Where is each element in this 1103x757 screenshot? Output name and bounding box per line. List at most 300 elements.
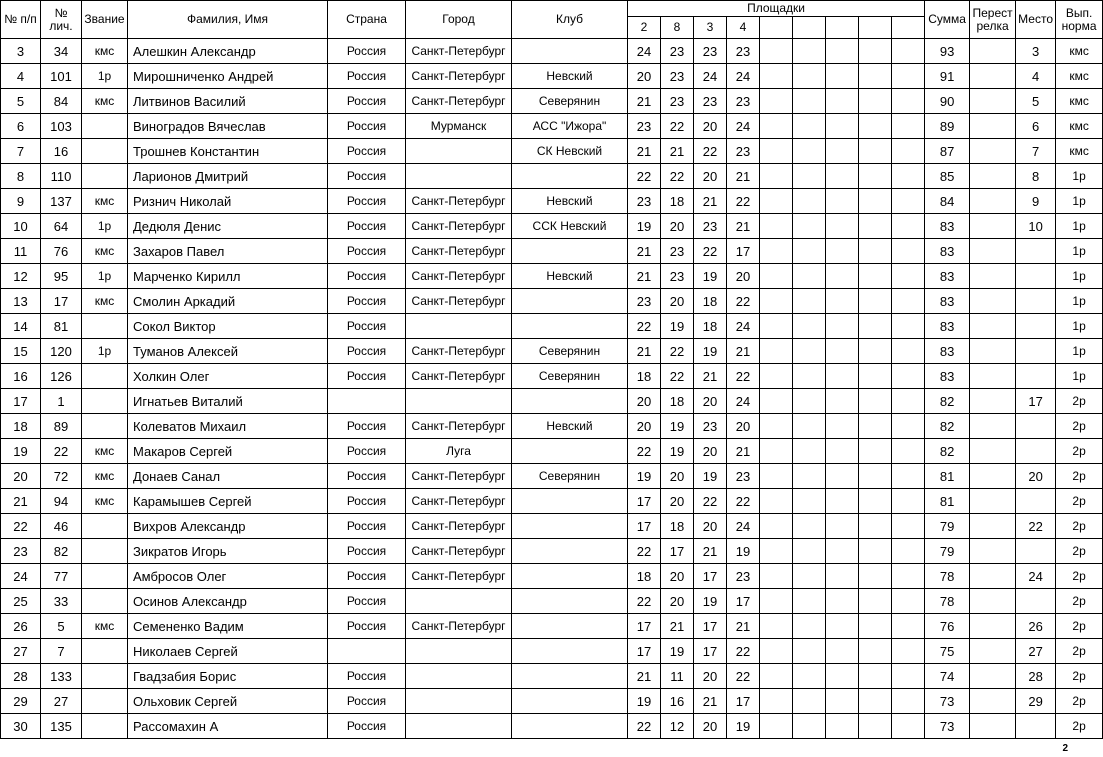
cell-norm: 2р bbox=[1056, 689, 1103, 714]
table-row bbox=[1, 589, 1103, 614]
cell-name: Трошнев Константин bbox=[128, 139, 328, 164]
cell-site-score bbox=[826, 589, 859, 614]
cell-site-score bbox=[892, 439, 925, 464]
cell-site-score bbox=[859, 314, 892, 339]
cell-site-score bbox=[859, 289, 892, 314]
cell-sum: 74 bbox=[925, 664, 970, 689]
cell-site-score bbox=[760, 589, 793, 614]
col-header-rank: Звание bbox=[82, 1, 128, 39]
cell-site-score: 23 bbox=[628, 189, 661, 214]
cell-country: Россия bbox=[328, 514, 406, 539]
cell-country: Россия bbox=[328, 689, 406, 714]
cell-place: 10 bbox=[1016, 214, 1056, 239]
table-row bbox=[1, 439, 1103, 464]
cell-site-score: 22 bbox=[727, 289, 760, 314]
cell-site-score bbox=[793, 239, 826, 264]
cell-site-score: 17 bbox=[661, 539, 694, 564]
table-row bbox=[1, 539, 1103, 564]
site-number bbox=[892, 17, 925, 39]
cell-site-score bbox=[793, 714, 826, 739]
cell-site-score bbox=[859, 439, 892, 464]
cell-np: 13 bbox=[1, 289, 41, 314]
cell-sum: 81 bbox=[925, 489, 970, 514]
cell-site-score: 18 bbox=[694, 289, 727, 314]
cell-place bbox=[1016, 239, 1056, 264]
cell-site-score bbox=[826, 339, 859, 364]
col-header-reshoot: Перест релка bbox=[970, 1, 1016, 39]
cell-site-score bbox=[793, 164, 826, 189]
cell-place: 17 bbox=[1016, 389, 1056, 414]
cell-site-score: 19 bbox=[628, 214, 661, 239]
cell-norm: кмс bbox=[1056, 114, 1103, 139]
table-row bbox=[1, 164, 1103, 189]
cell-city: Санкт-Петербург bbox=[406, 214, 512, 239]
table-row bbox=[1, 614, 1103, 639]
cell-site-score: 21 bbox=[661, 139, 694, 164]
cell-sum: 81 bbox=[925, 464, 970, 489]
cell-city: Санкт-Петербург bbox=[406, 289, 512, 314]
cell-rank bbox=[82, 664, 128, 689]
cell-sum: 87 bbox=[925, 139, 970, 164]
cell-site-score bbox=[793, 564, 826, 589]
cell-site-score bbox=[760, 564, 793, 589]
col-header-norm: Вып. норма bbox=[1056, 1, 1103, 39]
cell-reshoot bbox=[970, 339, 1016, 364]
cell-place bbox=[1016, 289, 1056, 314]
cell-norm: 2р bbox=[1056, 464, 1103, 489]
cell-site-score: 21 bbox=[727, 439, 760, 464]
cell-site-score bbox=[826, 439, 859, 464]
cell-np: 23 bbox=[1, 539, 41, 564]
cell-site-score bbox=[892, 614, 925, 639]
cell-site-score bbox=[793, 489, 826, 514]
cell-np: 25 bbox=[1, 589, 41, 614]
cell-sum: 76 bbox=[925, 614, 970, 639]
cell-site-score: 23 bbox=[661, 264, 694, 289]
cell-site-score bbox=[826, 514, 859, 539]
cell-site-score: 22 bbox=[727, 364, 760, 389]
cell-site-score: 20 bbox=[694, 664, 727, 689]
cell-reshoot bbox=[970, 564, 1016, 589]
cell-np: 24 bbox=[1, 564, 41, 589]
cell-site-score: 21 bbox=[628, 664, 661, 689]
cell-club bbox=[512, 439, 628, 464]
cell-site-score: 17 bbox=[628, 489, 661, 514]
cell-site-score: 21 bbox=[628, 239, 661, 264]
table-row bbox=[1, 489, 1103, 514]
cell-norm: 1р bbox=[1056, 264, 1103, 289]
cell-np: 21 bbox=[1, 489, 41, 514]
cell-rank: кмс bbox=[82, 239, 128, 264]
cell-country: Россия bbox=[328, 339, 406, 364]
cell-club bbox=[512, 589, 628, 614]
cell-city: Санкт-Петербург bbox=[406, 464, 512, 489]
cell-place: 5 bbox=[1016, 89, 1056, 114]
cell-site-score bbox=[826, 189, 859, 214]
cell-np: 28 bbox=[1, 664, 41, 689]
cell-nl: 94 bbox=[41, 489, 82, 514]
cell-site-score: 18 bbox=[694, 314, 727, 339]
cell-norm: 2р bbox=[1056, 664, 1103, 689]
cell-site-score: 23 bbox=[727, 139, 760, 164]
cell-np: 10 bbox=[1, 214, 41, 239]
col-header-sum: Сумма bbox=[925, 1, 970, 39]
cell-reshoot bbox=[970, 464, 1016, 489]
cell-np: 12 bbox=[1, 264, 41, 289]
cell-site-score bbox=[793, 464, 826, 489]
cell-site-score: 23 bbox=[661, 39, 694, 64]
cell-np: 8 bbox=[1, 164, 41, 189]
cell-site-score bbox=[826, 289, 859, 314]
cell-sum: 79 bbox=[925, 539, 970, 564]
cell-site-score bbox=[892, 239, 925, 264]
cell-site-score bbox=[859, 589, 892, 614]
cell-site-score bbox=[793, 589, 826, 614]
cell-club bbox=[512, 164, 628, 189]
cell-city bbox=[406, 714, 512, 739]
cell-site-score: 20 bbox=[661, 589, 694, 614]
cell-site-score bbox=[892, 489, 925, 514]
cell-city: Санкт-Петербург bbox=[406, 39, 512, 64]
cell-np: 18 bbox=[1, 414, 41, 439]
cell-site-score: 23 bbox=[661, 239, 694, 264]
cell-site-score: 23 bbox=[727, 564, 760, 589]
cell-np: 29 bbox=[1, 689, 41, 714]
cell-nl: 22 bbox=[41, 439, 82, 464]
cell-club: Невский bbox=[512, 414, 628, 439]
cell-name: Макаров Сергей bbox=[128, 439, 328, 464]
cell-site-score: 21 bbox=[727, 214, 760, 239]
cell-site-score bbox=[892, 389, 925, 414]
col-header-club: Клуб bbox=[512, 1, 628, 39]
cell-site-score: 19 bbox=[694, 264, 727, 289]
cell-site-score bbox=[793, 264, 826, 289]
cell-site-score bbox=[793, 689, 826, 714]
site-number: 4 bbox=[727, 17, 760, 39]
cell-sum: 73 bbox=[925, 689, 970, 714]
cell-place: 6 bbox=[1016, 114, 1056, 139]
cell-site-score bbox=[892, 89, 925, 114]
cell-np: 26 bbox=[1, 614, 41, 639]
cell-club bbox=[512, 239, 628, 264]
cell-site-score: 20 bbox=[628, 389, 661, 414]
cell-city bbox=[406, 689, 512, 714]
cell-club bbox=[512, 489, 628, 514]
cell-sum: 82 bbox=[925, 414, 970, 439]
cell-club bbox=[512, 614, 628, 639]
cell-norm: 2р bbox=[1056, 614, 1103, 639]
cell-site-score bbox=[859, 564, 892, 589]
cell-site-score: 24 bbox=[628, 39, 661, 64]
cell-site-score bbox=[826, 664, 859, 689]
cell-site-score: 20 bbox=[694, 389, 727, 414]
cell-rank bbox=[82, 139, 128, 164]
cell-norm: кмс bbox=[1056, 39, 1103, 64]
table-row bbox=[1, 389, 1103, 414]
cell-site-score bbox=[760, 689, 793, 714]
table-row bbox=[1, 139, 1103, 164]
cell-nl: 1 bbox=[41, 389, 82, 414]
cell-nl: 135 bbox=[41, 714, 82, 739]
cell-sum: 83 bbox=[925, 239, 970, 264]
cell-sum: 83 bbox=[925, 214, 970, 239]
cell-site-score: 23 bbox=[661, 64, 694, 89]
cell-name: Виноградов Вячеслав bbox=[128, 114, 328, 139]
cell-site-score: 18 bbox=[628, 364, 661, 389]
cell-site-score: 19 bbox=[628, 689, 661, 714]
cell-site-score: 17 bbox=[694, 639, 727, 664]
cell-sum: 75 bbox=[925, 639, 970, 664]
cell-reshoot bbox=[970, 114, 1016, 139]
cell-sum: 82 bbox=[925, 439, 970, 464]
cell-place bbox=[1016, 264, 1056, 289]
cell-place bbox=[1016, 364, 1056, 389]
cell-site-score bbox=[760, 139, 793, 164]
cell-site-score bbox=[859, 514, 892, 539]
cell-city: Санкт-Петербург bbox=[406, 364, 512, 389]
cell-site-score bbox=[760, 264, 793, 289]
cell-nl: 16 bbox=[41, 139, 82, 164]
cell-site-score: 17 bbox=[694, 614, 727, 639]
cell-site-score bbox=[892, 689, 925, 714]
cell-reshoot bbox=[970, 664, 1016, 689]
cell-nl: 103 bbox=[41, 114, 82, 139]
cell-np: 19 bbox=[1, 439, 41, 464]
cell-club bbox=[512, 664, 628, 689]
col-header-name: Фамилия, Имя bbox=[128, 1, 328, 39]
cell-reshoot bbox=[970, 239, 1016, 264]
cell-city: Санкт-Петербург bbox=[406, 564, 512, 589]
cell-site-score bbox=[793, 514, 826, 539]
cell-country: Россия bbox=[328, 539, 406, 564]
cell-site-score: 17 bbox=[628, 639, 661, 664]
cell-site-score bbox=[826, 539, 859, 564]
cell-site-score bbox=[826, 614, 859, 639]
cell-norm: 1р bbox=[1056, 214, 1103, 239]
cell-site-score bbox=[826, 639, 859, 664]
cell-site-score bbox=[760, 464, 793, 489]
cell-country: Россия bbox=[328, 239, 406, 264]
cell-sum: 83 bbox=[925, 339, 970, 364]
cell-site-score bbox=[760, 439, 793, 464]
cell-site-score bbox=[793, 614, 826, 639]
cell-site-score: 21 bbox=[694, 689, 727, 714]
site-number bbox=[859, 17, 892, 39]
cell-site-score bbox=[859, 639, 892, 664]
cell-place: 27 bbox=[1016, 639, 1056, 664]
cell-place bbox=[1016, 439, 1056, 464]
cell-site-score: 20 bbox=[694, 439, 727, 464]
cell-city: Санкт-Петербург bbox=[406, 64, 512, 89]
cell-site-score bbox=[760, 164, 793, 189]
cell-site-score: 22 bbox=[628, 539, 661, 564]
cell-rank bbox=[82, 114, 128, 139]
cell-site-score: 23 bbox=[694, 214, 727, 239]
cell-norm: 1р bbox=[1056, 164, 1103, 189]
cell-site-score: 23 bbox=[694, 39, 727, 64]
cell-site-score: 22 bbox=[727, 189, 760, 214]
cell-site-score bbox=[892, 464, 925, 489]
cell-np: 9 bbox=[1, 189, 41, 214]
cell-site-score: 21 bbox=[628, 264, 661, 289]
cell-reshoot bbox=[970, 589, 1016, 614]
cell-site-score bbox=[793, 364, 826, 389]
cell-site-score: 24 bbox=[694, 64, 727, 89]
cell-site-score bbox=[760, 489, 793, 514]
cell-reshoot bbox=[970, 439, 1016, 464]
cell-site-score: 23 bbox=[727, 39, 760, 64]
cell-site-score bbox=[859, 464, 892, 489]
cell-site-score bbox=[793, 314, 826, 339]
cell-name: Дедюля Денис bbox=[128, 214, 328, 239]
cell-club: Северянин bbox=[512, 339, 628, 364]
cell-norm: кмс bbox=[1056, 139, 1103, 164]
cell-place: 8 bbox=[1016, 164, 1056, 189]
cell-site-score bbox=[892, 289, 925, 314]
cell-nl: 72 bbox=[41, 464, 82, 489]
cell-club: Северянин bbox=[512, 364, 628, 389]
cell-country: Россия bbox=[328, 714, 406, 739]
table-row bbox=[1, 89, 1103, 114]
cell-rank: кмс bbox=[82, 489, 128, 514]
cell-site-score bbox=[892, 314, 925, 339]
table-row bbox=[1, 289, 1103, 314]
cell-site-score: 20 bbox=[727, 264, 760, 289]
cell-site-score bbox=[826, 489, 859, 514]
cell-city bbox=[406, 639, 512, 664]
cell-site-score bbox=[892, 539, 925, 564]
cell-site-score: 22 bbox=[694, 239, 727, 264]
site-number bbox=[793, 17, 826, 39]
cell-np: 7 bbox=[1, 139, 41, 164]
cell-norm: 2р bbox=[1056, 714, 1103, 739]
cell-norm: 2р bbox=[1056, 539, 1103, 564]
cell-site-score bbox=[760, 39, 793, 64]
cell-norm: 1р bbox=[1056, 364, 1103, 389]
cell-site-score: 17 bbox=[727, 589, 760, 614]
cell-place bbox=[1016, 339, 1056, 364]
cell-np: 5 bbox=[1, 89, 41, 114]
cell-site-score: 20 bbox=[694, 164, 727, 189]
cell-site-score: 18 bbox=[661, 189, 694, 214]
cell-norm: 2р bbox=[1056, 439, 1103, 464]
cell-norm: 2р bbox=[1056, 564, 1103, 589]
cell-site-score: 22 bbox=[661, 114, 694, 139]
cell-sum: 83 bbox=[925, 264, 970, 289]
cell-reshoot bbox=[970, 189, 1016, 214]
cell-site-score: 19 bbox=[661, 639, 694, 664]
cell-club: Невский bbox=[512, 64, 628, 89]
cell-rank bbox=[82, 539, 128, 564]
cell-rank: 1р bbox=[82, 214, 128, 239]
cell-reshoot bbox=[970, 164, 1016, 189]
cell-club bbox=[512, 289, 628, 314]
cell-site-score bbox=[760, 414, 793, 439]
cell-country: Россия bbox=[328, 439, 406, 464]
cell-place: 24 bbox=[1016, 564, 1056, 589]
page-number: 2 bbox=[1062, 743, 1068, 754]
cell-np: 6 bbox=[1, 114, 41, 139]
cell-site-score bbox=[760, 189, 793, 214]
cell-site-score: 11 bbox=[661, 664, 694, 689]
cell-nl: 64 bbox=[41, 214, 82, 239]
cell-rank: кмс bbox=[82, 464, 128, 489]
cell-name: Туманов Алексей bbox=[128, 339, 328, 364]
cell-site-score bbox=[760, 614, 793, 639]
cell-sum: 83 bbox=[925, 364, 970, 389]
cell-sum: 91 bbox=[925, 64, 970, 89]
site-number: 2 bbox=[628, 17, 661, 39]
cell-rank bbox=[82, 389, 128, 414]
cell-site-score: 20 bbox=[661, 489, 694, 514]
cell-country: Россия bbox=[328, 89, 406, 114]
cell-place bbox=[1016, 489, 1056, 514]
cell-site-score bbox=[892, 589, 925, 614]
cell-site-score bbox=[793, 664, 826, 689]
cell-rank: кмс bbox=[82, 289, 128, 314]
cell-sum: 90 bbox=[925, 89, 970, 114]
cell-site-score bbox=[859, 139, 892, 164]
cell-site-score: 21 bbox=[694, 539, 727, 564]
cell-city bbox=[406, 664, 512, 689]
cell-site-score bbox=[826, 239, 859, 264]
table-row bbox=[1, 514, 1103, 539]
cell-name: Рассомахин А bbox=[128, 714, 328, 739]
cell-nl: 89 bbox=[41, 414, 82, 439]
cell-sum: 85 bbox=[925, 164, 970, 189]
cell-site-score bbox=[760, 64, 793, 89]
cell-site-score: 20 bbox=[661, 289, 694, 314]
cell-country: Россия bbox=[328, 64, 406, 89]
cell-site-score bbox=[793, 64, 826, 89]
cell-country: Россия bbox=[328, 414, 406, 439]
cell-country: Россия bbox=[328, 364, 406, 389]
cell-city: Санкт-Петербург bbox=[406, 514, 512, 539]
cell-site-score: 23 bbox=[661, 89, 694, 114]
cell-np: 11 bbox=[1, 239, 41, 264]
cell-name: Карамышев Сергей bbox=[128, 489, 328, 514]
cell-site-score: 20 bbox=[694, 514, 727, 539]
cell-site-score: 20 bbox=[661, 464, 694, 489]
cell-nl: 126 bbox=[41, 364, 82, 389]
cell-site-score bbox=[793, 389, 826, 414]
cell-site-score bbox=[760, 664, 793, 689]
cell-sum: 73 bbox=[925, 714, 970, 739]
table-row bbox=[1, 114, 1103, 139]
cell-site-score bbox=[892, 39, 925, 64]
cell-site-score: 18 bbox=[661, 514, 694, 539]
cell-site-score bbox=[826, 264, 859, 289]
col-header-nl: № лич. bbox=[41, 1, 82, 39]
cell-club bbox=[512, 39, 628, 64]
cell-nl: 33 bbox=[41, 589, 82, 614]
cell-nl: 101 bbox=[41, 64, 82, 89]
cell-site-score bbox=[760, 114, 793, 139]
site-number: 3 bbox=[694, 17, 727, 39]
cell-rank bbox=[82, 714, 128, 739]
cell-site-score bbox=[826, 714, 859, 739]
table-row bbox=[1, 264, 1103, 289]
cell-reshoot bbox=[970, 389, 1016, 414]
cell-country bbox=[328, 639, 406, 664]
cell-norm: 2р bbox=[1056, 639, 1103, 664]
cell-site-score bbox=[859, 89, 892, 114]
cell-site-score bbox=[826, 689, 859, 714]
cell-site-score bbox=[760, 214, 793, 239]
cell-rank: 1р bbox=[82, 64, 128, 89]
cell-site-score bbox=[859, 664, 892, 689]
cell-city: Луга bbox=[406, 439, 512, 464]
